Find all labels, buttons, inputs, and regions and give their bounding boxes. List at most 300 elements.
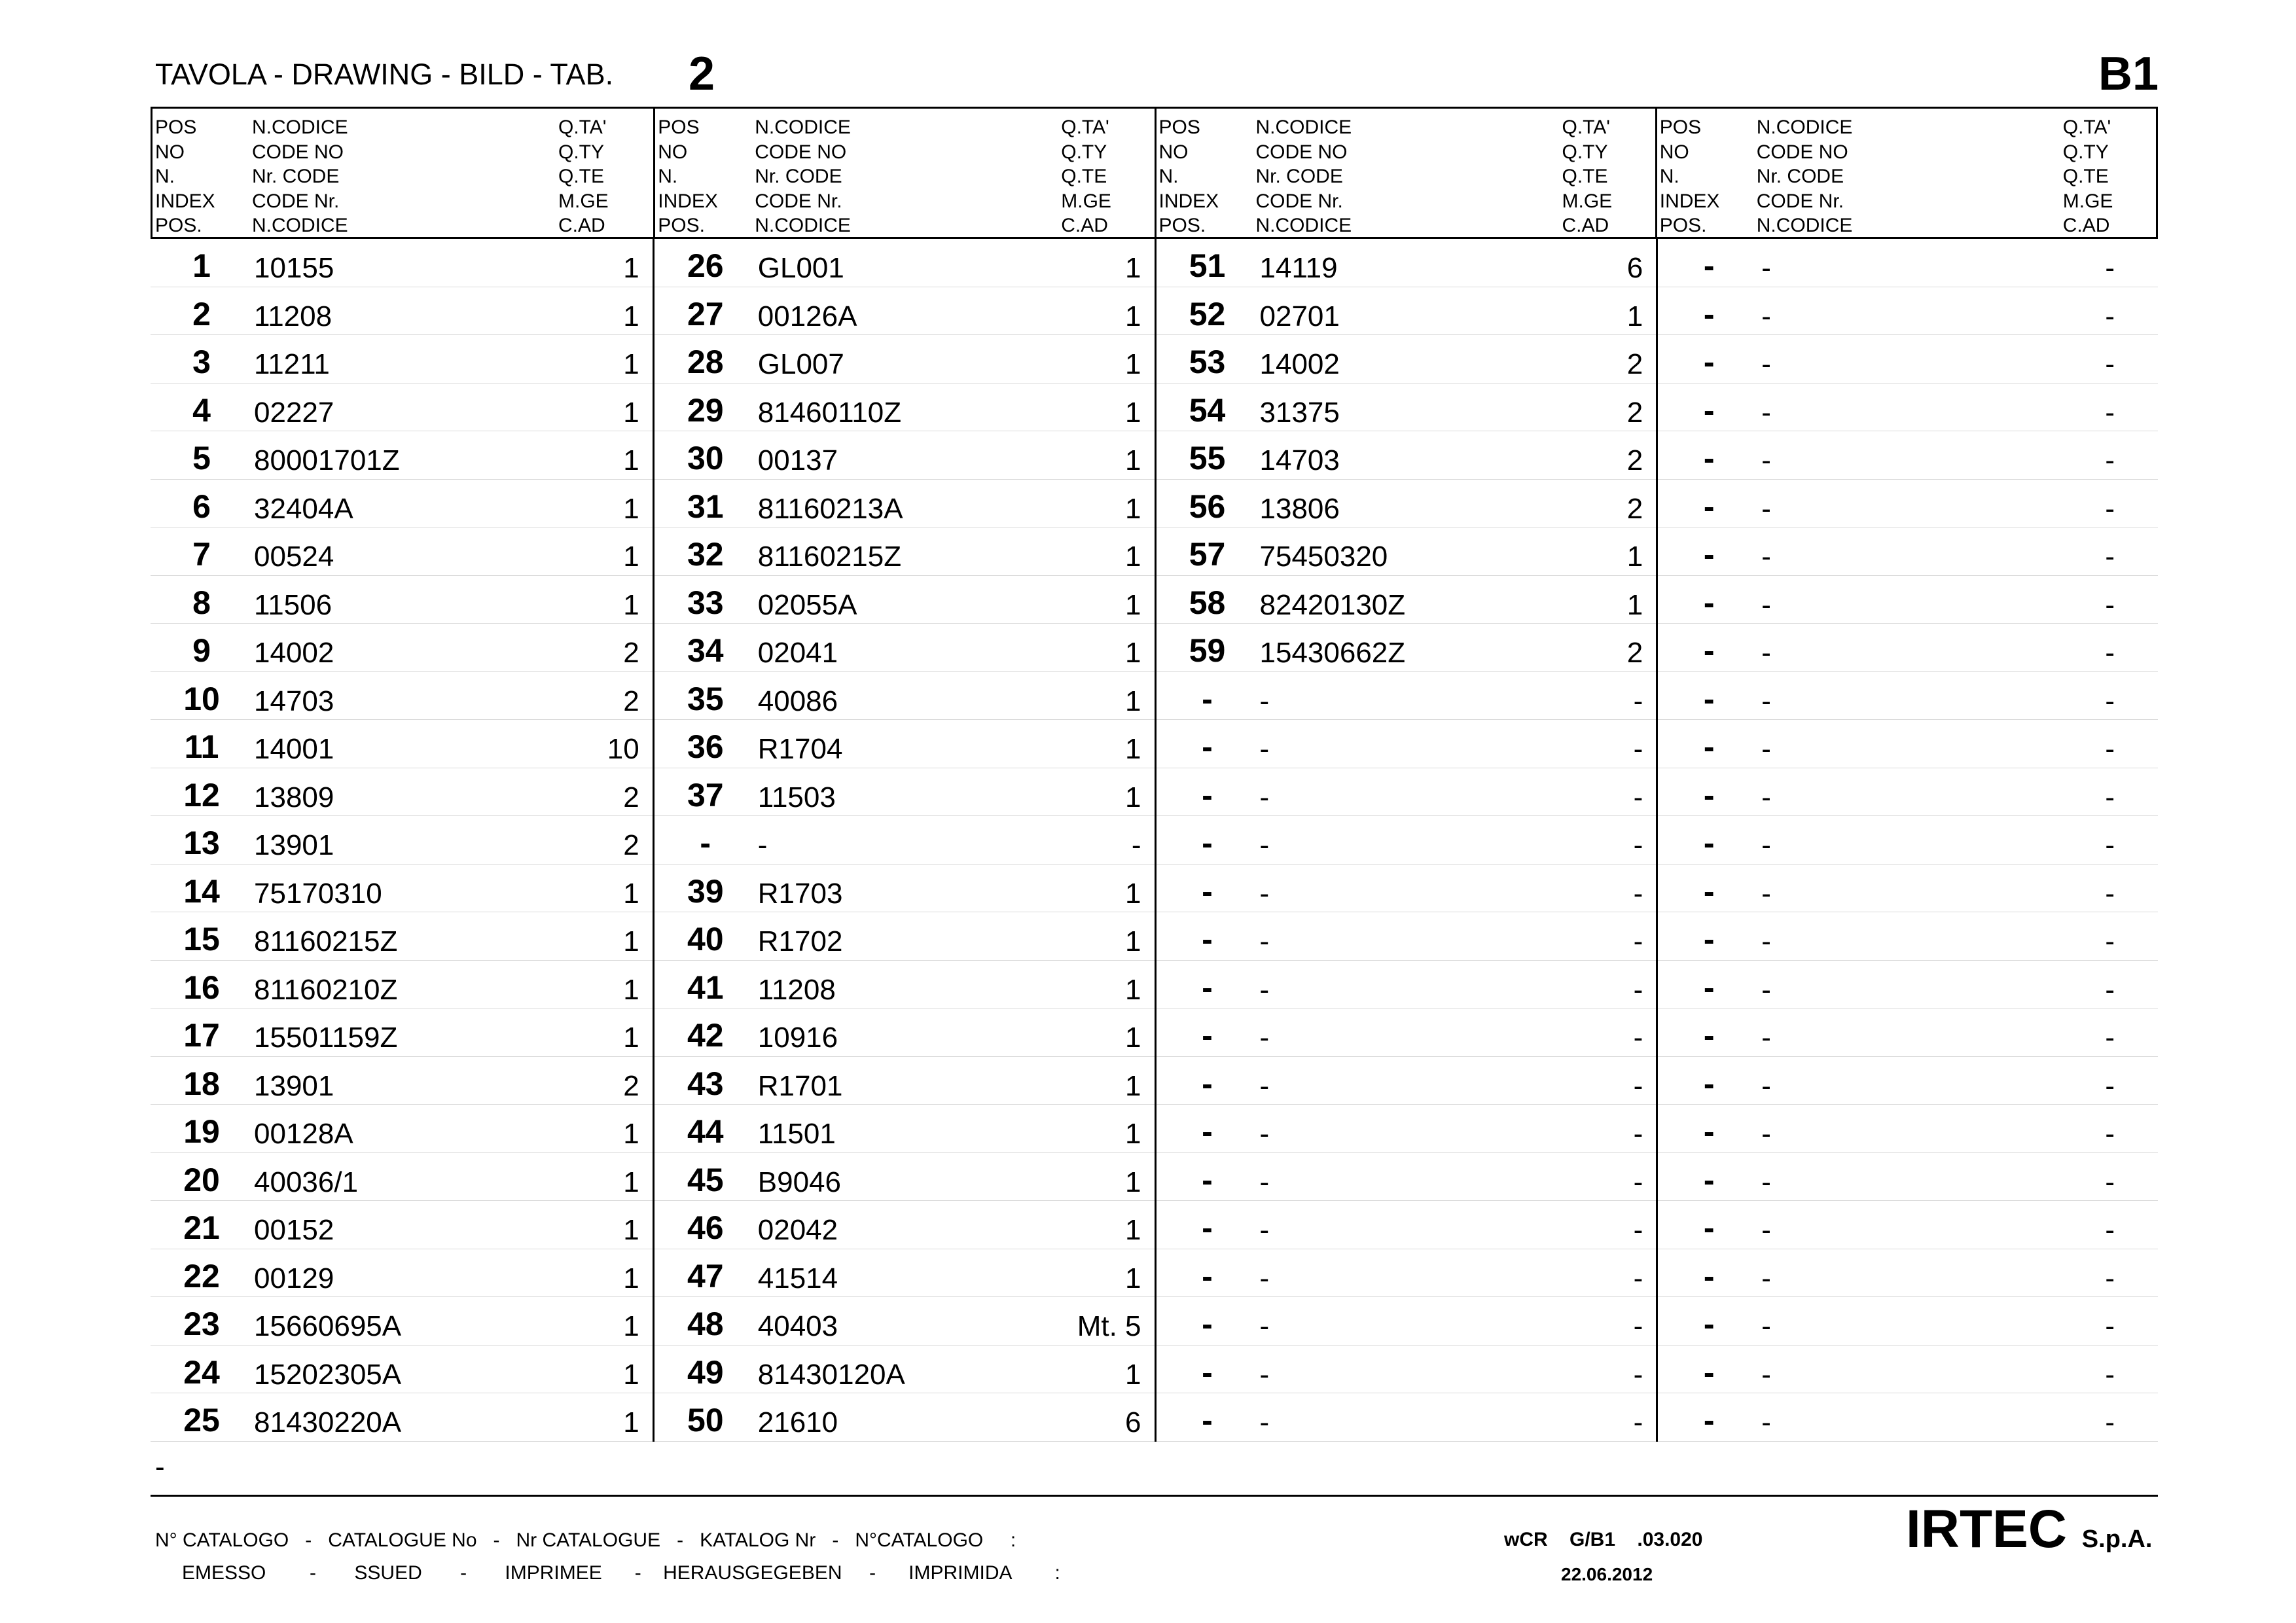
position-number: 3 [192,344,211,380]
part-code: 81160213A [757,492,903,525]
table-row [151,1297,653,1346]
quantity: 1 [1125,348,1141,380]
part-code: - [1761,877,1771,910]
part-code: - [1259,1310,1270,1342]
part-code: 15430662Z [1259,637,1406,669]
position-number: - [1703,295,1715,332]
part-code: 00152 [254,1214,334,1246]
table-row [1157,1105,1657,1153]
part-code: - [1259,1118,1270,1150]
part-code: 00126A [757,300,857,332]
part-code: - [1761,973,1771,1006]
quantity: - [1633,1214,1643,1246]
quantity: - [2105,1214,2115,1246]
header-qty: Q.TA' Q.TY Q.TE M.GE C.AD [1061,116,1111,236]
table-row [1658,1105,2158,1153]
quantity: 10 [607,733,639,765]
part-code: - [1259,685,1270,717]
position-number: - [1703,680,1715,717]
part-code: 81160215Z [254,925,398,957]
table-row [1157,816,1657,865]
position-number: - [700,825,711,861]
table-row [655,576,1155,624]
quantity: 1 [623,541,639,573]
quantity: - [2105,1406,2115,1438]
quantity: 2 [623,781,639,813]
table-row [151,1201,653,1249]
header-pos: POS NO N. INDEX POS. [1659,116,1720,236]
part-code: 40403 [757,1310,838,1342]
position-number: - [1703,1065,1715,1102]
quantity: 1 [1125,1166,1141,1198]
part-code: 13901 [254,829,334,861]
position-number: 16 [183,969,220,1006]
table-row [655,1393,1155,1442]
header-group [1155,109,1655,237]
quantity: - [1633,877,1643,910]
position-number: 58 [1189,584,1226,621]
position-number: - [1202,1113,1213,1150]
quantity: - [2105,1166,2115,1198]
quantity: 2 [623,637,639,669]
part-code: GL007 [757,348,844,380]
column-group [151,239,653,1442]
position-number: - [1703,1209,1715,1246]
table-row [1658,1057,2158,1105]
table-row [1658,431,2158,480]
position-number: - [1703,872,1715,910]
position-number: - [1703,632,1715,669]
part-code: 02227 [254,396,334,429]
part-code: 11503 [757,781,836,813]
part-code: 21610 [757,1406,838,1438]
table-row [151,431,653,480]
position-number: - [1703,1161,1715,1198]
table-row [151,1153,653,1202]
part-code: 81430220A [254,1406,402,1438]
table-row [655,624,1155,672]
header-group [152,109,653,237]
table-row [151,1249,653,1298]
part-code: 40086 [757,685,838,717]
quantity: 2 [623,685,639,717]
position-number: 5 [192,440,211,476]
table-row [655,1153,1155,1202]
part-code: R1701 [757,1069,843,1102]
table-row [1157,672,1657,721]
part-code: 13809 [254,781,334,813]
part-code: 00128A [254,1118,353,1150]
quantity: 1 [623,1262,639,1294]
part-code: - [1761,348,1771,380]
position-number: - [1202,1402,1213,1438]
quantity: 1 [623,396,639,429]
position-number: 18 [183,1065,220,1102]
quantity: - [2105,781,2115,813]
header-qty: Q.TA' Q.TY Q.TE M.GE C.AD [558,116,609,236]
part-code: - [1259,877,1270,910]
part-code: - [1761,492,1771,525]
part-code: - [1761,685,1771,717]
table-row [151,816,653,865]
quantity: 1 [1125,492,1141,525]
position-number: 57 [1189,536,1226,573]
part-code: 81160215Z [757,541,902,573]
part-code: - [757,829,768,861]
position-number: - [1703,776,1715,813]
position-number: - [1703,1402,1715,1438]
table-row [1157,961,1657,1009]
part-code: - [1761,1069,1771,1102]
position-number: - [1202,1306,1213,1342]
quantity: 1 [623,1214,639,1246]
part-code: - [1761,1358,1771,1391]
part-code: - [1761,925,1771,957]
position-number: 24 [183,1353,220,1391]
position-number: 17 [183,1017,220,1054]
position-number: 32 [687,536,724,573]
part-code: GL001 [757,252,844,284]
header-code: N.CODICE CODE NO Nr. CODE CODE Nr. N.CODICE [252,116,348,236]
table-row [151,961,653,1009]
quantity: 2 [623,1069,639,1102]
position-number: 37 [687,776,724,813]
part-code: - [1761,444,1771,476]
table-row [151,1105,653,1153]
table-row [655,1008,1155,1057]
table-row [1157,865,1657,913]
part-code: - [1259,1166,1270,1198]
position-number: 12 [183,776,220,813]
quantity: 1 [623,492,639,525]
part-code: 31375 [1259,396,1340,429]
quantity: - [2105,637,2115,669]
part-code: - [1761,541,1771,573]
quantity: 1 [623,1406,639,1438]
quantity: - [2105,925,2115,957]
part-code: - [1761,1310,1771,1342]
position-number: 6 [192,488,211,525]
part-code: 40036/1 [254,1166,359,1198]
part-code: - [1761,1406,1771,1438]
part-code: - [1259,829,1270,861]
quantity: 1 [1125,1069,1141,1102]
quantity: 1 [623,925,639,957]
quantity: - [1633,1358,1643,1391]
position-number: - [1703,1113,1715,1150]
part-code: 75450320 [1259,541,1388,573]
quantity: - [1633,685,1643,717]
part-code: - [1761,1262,1771,1294]
part-code: 80001701Z [254,444,400,476]
part-code: 02041 [757,637,838,669]
header-code: N.CODICE CODE NO Nr. CODE CODE Nr. N.CODICE [1756,116,1853,236]
position-number: 28 [687,344,724,380]
quantity: - [2105,444,2115,476]
quantity: 1 [623,1118,639,1150]
quantity: 1 [1125,300,1141,332]
part-code: 81160210Z [254,973,398,1006]
quantity: 1 [623,877,639,910]
part-code: 00129 [254,1262,334,1294]
table-body [151,239,2158,1442]
table-row [655,527,1155,576]
table-row [151,527,653,576]
position-number: 50 [687,1402,724,1438]
part-code: - [1259,781,1270,813]
quantity: 1 [1125,541,1141,573]
table-row [1658,480,2158,528]
part-code: 02701 [1259,300,1340,332]
quantity: 1 [1125,637,1141,669]
position-number: - [1703,584,1715,621]
table-row [151,1008,653,1057]
part-code: - [1761,1166,1771,1198]
position-number: - [1202,1065,1213,1102]
position-number: 2 [192,295,211,332]
position-number: - [1202,1257,1213,1294]
part-code: - [1259,925,1270,957]
table-row [655,720,1155,768]
part-code: 00524 [254,541,334,573]
part-code: - [1761,829,1771,861]
footer-divider [151,1495,2158,1497]
table-number: 2 [689,48,715,100]
part-code: B9046 [757,1166,841,1198]
part-code: - [1761,637,1771,669]
quantity: 1 [623,252,639,284]
position-number: 15 [183,921,220,957]
quantity: - [2105,1022,2115,1054]
position-number: 55 [1189,440,1226,476]
quantity: - [1633,1118,1643,1150]
quantity: - [1633,733,1643,765]
quantity: 2 [1626,492,1643,525]
quantity: - [1633,973,1643,1006]
position-number: - [1703,825,1715,861]
table-row [151,1057,653,1105]
quantity: 1 [1125,781,1141,813]
position-number: - [1703,391,1715,429]
table-row [1658,576,2158,624]
part-code: 41514 [757,1262,838,1294]
table-row [151,1393,653,1442]
part-code: 14002 [254,637,334,669]
position-number: - [1703,440,1715,476]
part-code: - [1761,588,1771,621]
quantity: 1 [623,444,639,476]
quantity: - [1633,1069,1643,1102]
part-code: 14119 [1259,252,1338,284]
table-row [151,768,653,817]
table-row [151,239,653,287]
quantity: - [2105,1118,2115,1150]
table-row [655,1105,1155,1153]
quantity: - [2105,492,2115,525]
position-number: 33 [687,584,724,621]
table-row [1658,624,2158,672]
quantity: - [2105,252,2115,284]
position-number: - [1703,1306,1715,1342]
quantity: 6 [1125,1406,1141,1438]
position-number: 47 [687,1257,724,1294]
table-row [655,961,1155,1009]
part-code: 11208 [757,973,836,1006]
part-code: - [1259,973,1270,1006]
quantity: - [2105,973,2115,1006]
part-code: 11501 [757,1118,836,1150]
quantity: - [2105,685,2115,717]
position-number: 44 [687,1113,724,1150]
position-number: - [1703,536,1715,573]
header-group [1655,109,2156,237]
quantity: 1 [623,300,639,332]
table-row [655,865,1155,913]
part-code: 14001 [254,733,334,765]
table-row [1658,287,2158,336]
table-row [151,480,653,528]
brand-logo [1906,1499,2152,1560]
table-row [1658,527,2158,576]
part-code: 11211 [254,348,330,380]
part-code: 14703 [254,685,334,717]
position-number: - [1202,1353,1213,1391]
quantity: 1 [1125,444,1141,476]
part-code: - [1259,1214,1270,1246]
position-number: - [1202,1161,1213,1198]
table-row [1157,1297,1657,1346]
table-row [1658,335,2158,383]
quantity: - [2105,541,2115,573]
part-code: - [1761,733,1771,765]
table-row [1658,720,2158,768]
position-number: - [1703,488,1715,525]
part-code: 02055A [757,588,857,621]
parts-table [151,107,2158,1442]
quantity: 1 [1125,1214,1141,1246]
position-number: 21 [183,1209,220,1246]
table-row [1157,239,1657,287]
quantity: 1 [1125,396,1141,429]
part-code: R1703 [757,877,843,910]
table-row [151,865,653,913]
table-row [1658,1008,2158,1057]
quantity: - [2105,733,2115,765]
part-code: - [1259,1262,1270,1294]
table-row [151,1346,653,1394]
brand-name: IRTEC [1906,1499,2067,1559]
position-number: 40 [687,921,724,957]
quantity: 1 [1626,541,1643,573]
position-number: 1 [192,247,211,284]
part-code: - [1761,781,1771,813]
quantity: 1 [623,1022,639,1054]
part-code: 15202305A [254,1358,402,1391]
part-code: 11208 [254,300,332,332]
part-code: - [1259,1358,1270,1391]
part-code: 10916 [757,1022,838,1054]
position-number: - [1202,969,1213,1006]
table-row [1658,672,2158,721]
table-row [1157,1008,1657,1057]
table-row [1157,1153,1657,1202]
quantity: 1 [1125,1358,1141,1391]
quantity: 1 [1125,1118,1141,1150]
issue-date: 22.06.2012 [1561,1564,1653,1584]
table-row [655,912,1155,961]
quantity: 1 [1125,252,1141,284]
part-code: 15501159Z [254,1022,398,1054]
part-code: - [1259,733,1270,765]
position-number: 51 [1189,247,1226,284]
table-row [1157,1393,1657,1442]
column-group [1155,239,1657,1442]
position-number: 30 [687,440,724,476]
table-row [1658,865,2158,913]
position-number: - [1703,1257,1715,1294]
quantity: - [2105,1069,2115,1102]
part-code: 81430120A [757,1358,905,1391]
part-code: 13806 [1259,492,1340,525]
part-code: 13901 [254,1069,334,1102]
quantity: - [1633,1166,1643,1198]
part-code: - [1259,1406,1270,1438]
position-number: 27 [687,295,724,332]
part-code: R1702 [757,925,843,957]
position-number: - [1202,825,1213,861]
position-number: 23 [183,1306,220,1342]
quantity: 2 [623,829,639,861]
quantity: 1 [623,348,639,380]
position-number: - [1703,728,1715,765]
table-row [1157,383,1657,432]
column-group [653,239,1155,1442]
part-code: 10155 [254,252,334,284]
position-number: 25 [183,1402,220,1438]
position-number: 53 [1189,344,1226,380]
quantity: - [2105,396,2115,429]
position-number: 13 [183,825,220,861]
position-number: 45 [687,1161,724,1198]
table-row [1157,1249,1657,1298]
table-row [1157,720,1657,768]
table-row [1658,1249,2158,1298]
part-code: 81460110Z [757,396,902,429]
table-row [1658,816,2158,865]
table-row [1157,480,1657,528]
table-code: B1 [2098,48,2159,100]
position-number: 14 [183,872,220,910]
header-code: N.CODICE CODE NO Nr. CODE CODE Nr. N.CODICE [755,116,851,236]
position-number: 11 [184,728,219,765]
quantity: 1 [1125,973,1141,1006]
quantity: - [2105,1310,2115,1342]
quantity: - [1131,829,1141,861]
quantity: - [2105,877,2115,910]
position-number: 41 [687,969,724,1006]
position-number: - [1703,1353,1715,1391]
position-number: 8 [192,584,211,621]
table-row [1157,576,1657,624]
table-row [1658,1393,2158,1442]
header-pos: POS NO N. INDEX POS. [658,116,718,236]
position-number: 7 [192,536,211,573]
quantity: 2 [1626,637,1643,669]
quantity: 1 [1626,300,1643,332]
table-row [151,383,653,432]
header-qty: Q.TA' Q.TY Q.TE M.GE C.AD [1562,116,1613,236]
table-row [655,431,1155,480]
